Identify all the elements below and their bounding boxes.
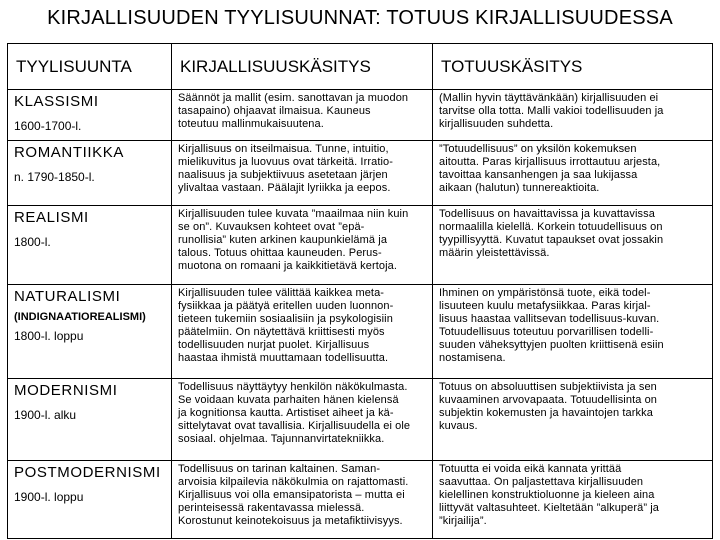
style-periods-table (7, 43, 713, 539)
period-cell (8, 205, 172, 284)
literature-cell (172, 205, 433, 284)
table-row (8, 378, 713, 460)
table-row (8, 205, 713, 284)
literature-text: Todellisuus on tarinan kaltainen. Saman- arvoisia kilpailevia näkökulmia on rajattomasti. Kirjallisuus voi olla emansipatorista – mutta ei perinteisessä rakentavassa mielessä. Korostunut keinotekoisuus ja metafiktiivisyys. (178, 462, 409, 527)
truth-text: Totuus on absoluuttisen subjektiivista ja sen kuvaaminen arvovapaata. Totuudellisinta on subjektin kokemusten ja havaintojen tarkka kuvaus. (439, 380, 658, 432)
truth-text: Todellisuus on havaittavissa ja kuvattavissa normaalilla kielellä. Korkein totuudellisuus on tyypillisyyttä. Kuvatut tapaukset ovat jossakin määrin yleistettävissä. (439, 207, 664, 259)
period-date: 1800-l. loppu (14, 329, 84, 344)
period-date: n. 1790-1850-l. (14, 169, 95, 184)
literature-text: Kirjallisuuden tulee välittää kaikkea meta- fysiikkaa ja päätyä eritellen uuden luonnon- tieteen tukemiin sosiaalisiin ja psykologisiin päätelmiin. On näytettävä kriittisesti myös todellisuuden nurjat puolet. Kirjallisuus haastaa ihmistä muuttamaan todellisuutta. (178, 287, 394, 365)
period-date: 1900-l. loppu (14, 489, 84, 504)
header-tyylisuunta: TYYLISUUNTA (8, 44, 172, 90)
truth-text: (Mallin hyvin täyttävänkään) kirjallisuuden ei tarvitse olla totta. Malli vakioi todellisuuden ja kirjallisuuden suhdetta. (439, 92, 664, 130)
header-totuuskasitys: TOTUUSKÄSITYS (433, 44, 713, 90)
table-row (8, 460, 713, 539)
period-name: ROMANTIIKKA (14, 143, 124, 161)
literature-text: Kirjallisuus on itseilmaisua. Tunne, intuitio, mielikuvitus ja luovuus ovat tärkeitä. Irratio- naalisuus ja subjektiivuus asetetaan järjen ylivaltaa vastaan. Päälajit lyriikka ja eepos. (178, 142, 394, 194)
truth-cell (433, 90, 713, 141)
period-cell (8, 90, 172, 141)
period-date: 1800-l. (14, 234, 51, 249)
literature-text: Kirjallisuuden tulee kuvata ”maailmaa niin kuin se on”. Kuvauksen kohteet ovat ”epä- runollisia” kuten arkinen kaupunkielämä ja talous. Totuus ohittaa kauneuden. Perus- muotona on romaani ja kaikkitietävä kertoja. (178, 207, 409, 272)
truth-text: Totuutta ei voida eikä kannata yrittää saavuttaa. On paljastettava kirjallisuuden kielellinen konstruktioluonne ja kieleen aina liittyvät valtasuhteet. Kieltetään ”alkuperä” ja ”kirjailija”. (439, 462, 660, 527)
page-title: KIRJALLISUUDEN TYYLISUUNNAT: TOTUUS KIRJALLISUUDESSA (47, 7, 673, 29)
period-cell (8, 378, 172, 460)
period-cell (8, 285, 172, 379)
literature-cell (172, 90, 433, 141)
period-name: NATURALISMI (14, 288, 121, 306)
period-name: POSTMODERNISMI (14, 463, 161, 481)
truth-cell (433, 378, 713, 460)
period-cell (8, 140, 172, 205)
truth-cell (433, 140, 713, 205)
truth-cell (433, 460, 713, 539)
truth-text: ”Totuudellisuus” on yksilön kokemuksen aitoutta. Paras kirjallisuus irrottautuu arjesta, tavoittaa kansanhengen ja saa lukijassa aikaan (halutun) tunnereaktioita. (439, 142, 661, 194)
period-date: 1900-l. alku (14, 407, 77, 422)
table-row (8, 285, 713, 379)
table-row (8, 90, 713, 141)
period-date: 1600-1700-l. (14, 119, 82, 133)
literature-cell (172, 285, 433, 379)
truth-text: Ihminen on ympäristönsä tuote, eikä todel- lisuuteen kuulu metafysiikkaa. Paras kirjal- lisuus haastaa vallitsevan todellisuus-kuvan. Totuudellisuus toteutuu porvarillisen todelli- suuden väheksyttyjen puolten kriittisenä esiin nostamisena. (439, 287, 664, 365)
period-subname: (INDIGNAATIOREALISMI) (14, 311, 146, 324)
literature-cell (172, 140, 433, 205)
literature-cell (172, 378, 433, 460)
table-header-row (8, 44, 713, 90)
table-row (8, 140, 713, 205)
period-name: MODERNISMI (14, 381, 118, 399)
truth-cell (433, 205, 713, 284)
period-name: REALISMI (14, 208, 89, 226)
header-kirjallisuuskasitys: KIRJALLISUUSKÄSITYS (172, 44, 433, 90)
literature-text: Todellisuus näyttäytyy henkilön näkökulmasta. Se voidaan kuvata parhaiten hänen kielensä ja kognitionsa kautta. Artistiset aiheet ja kä- sittelytavat ovat tavallisia. Kirjallisuudella ei ole sosiaal. ohjelmaa. Tajunnanvirtatekniikka. (178, 380, 411, 445)
truth-cell (433, 285, 713, 379)
period-cell (8, 460, 172, 539)
period-name: KLASSISMI (14, 93, 99, 110)
literature-cell (172, 460, 433, 539)
literature-text: Säännöt ja mallit (esim. sanottavan ja muodon tasapaino) ohjaavat ilmaisua. Kauneus toteutuu mallinmukaisuutena. (178, 92, 409, 130)
